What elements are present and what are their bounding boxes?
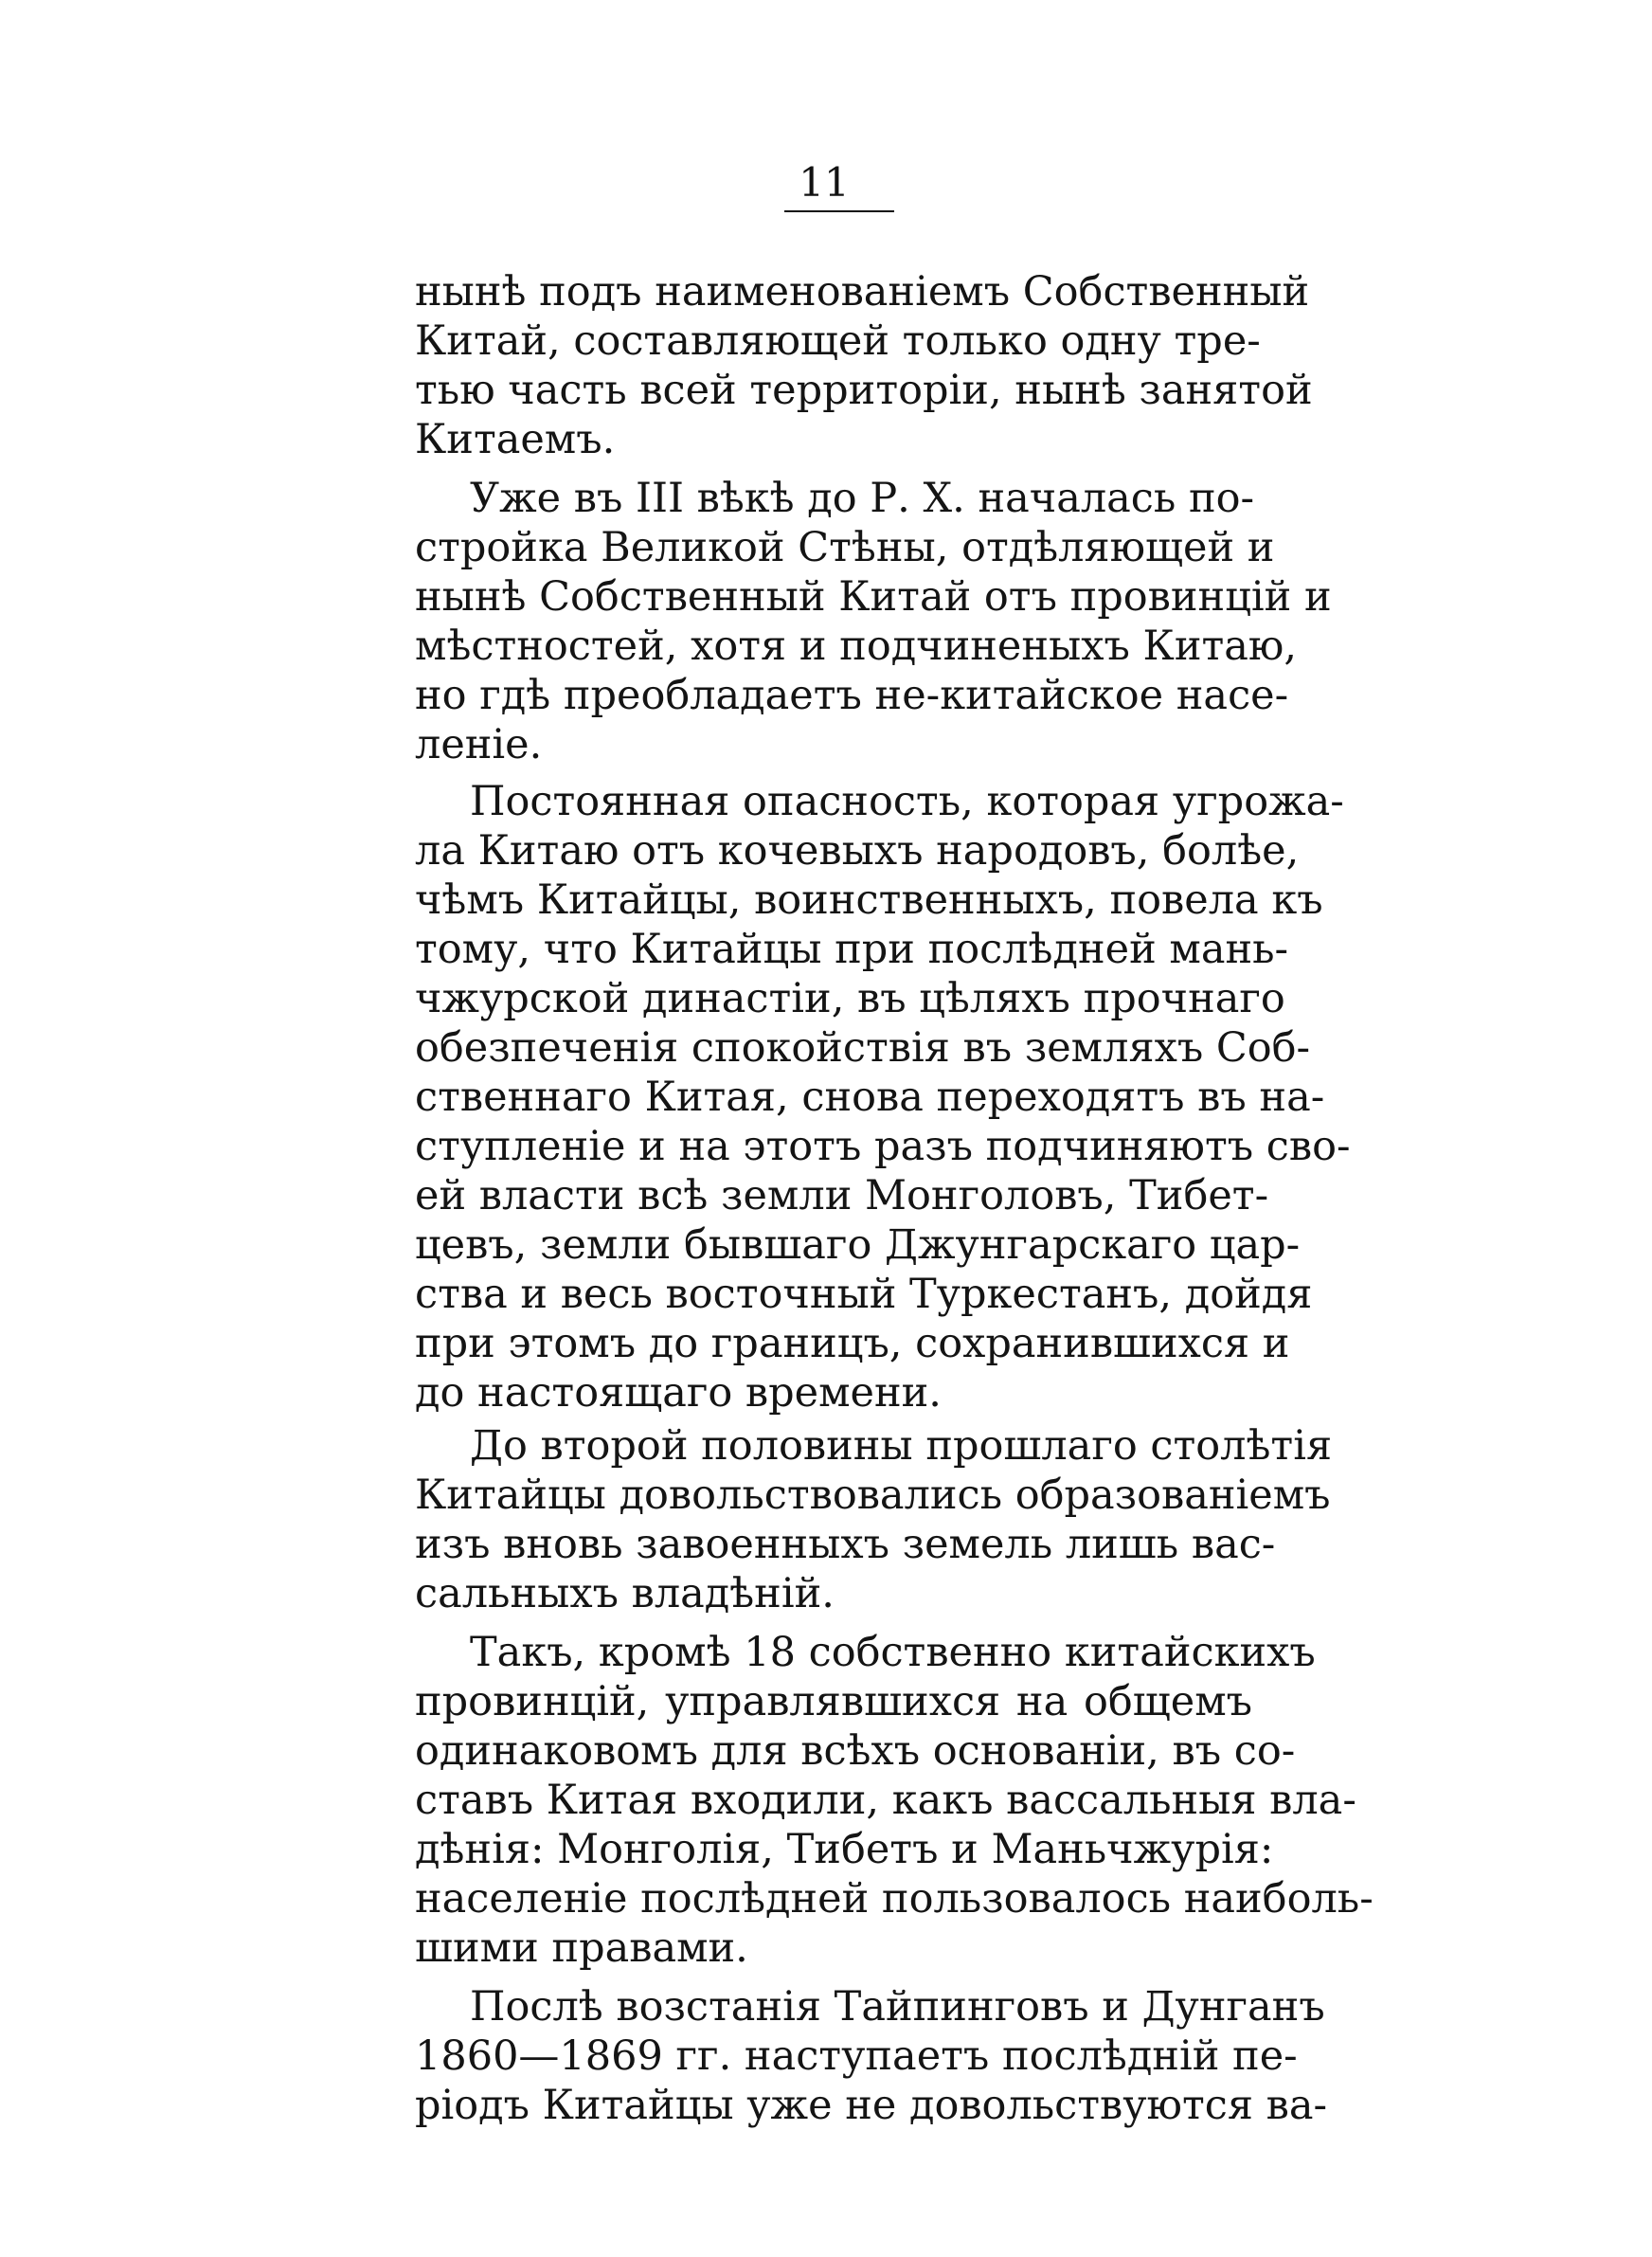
- text-line: провинцій, управлявшихся на общемъ: [415, 1678, 1252, 1725]
- text-line: ступленіе и на этотъ разъ подчиняютъ сво-: [415, 1123, 1351, 1170]
- text-line: обезпеченія спокойствія въ земляхъ Соб-: [415, 1024, 1311, 1072]
- text-line: нынѣ Собственный Китай отъ провинцій и: [415, 573, 1332, 621]
- text-line: ства и весь восточный Туркестанъ, дойдя: [415, 1271, 1313, 1318]
- text-line: ставъ Китая входили, какъ вассальныя вла-: [415, 1777, 1356, 1824]
- text-line: Постоянная опасность, которая угрожа-: [470, 778, 1344, 825]
- text-line: мѣстностей, хотя и подчиненыхъ Китаю,: [415, 623, 1298, 670]
- text-line: стройка Великой Стѣны, отдѣляющей и: [415, 524, 1275, 571]
- text-line: одинаковомъ для всѣхъ основаніи, въ со-: [415, 1727, 1296, 1775]
- text-line: при этомъ до границъ, сохранившихся и: [415, 1320, 1290, 1367]
- text-line: тью часть всей территоріи, нынѣ занятой: [415, 367, 1313, 414]
- text-line: шими правами.: [415, 1924, 748, 1972]
- text-line: ріодъ Китайцы уже не довольствуются ва-: [415, 2082, 1328, 2129]
- text-line: до настоящаго времени.: [415, 1369, 942, 1417]
- text-line: цевъ, земли бывшаго Джунгарскаго цар-: [415, 1221, 1301, 1269]
- text-line: Уже въ III вѣкѣ до Р. X. началась по-: [470, 475, 1255, 522]
- text-line: сальныхъ владѣній.: [415, 1570, 835, 1617]
- text-line: населеніе послѣдней пользовалось наиболь-: [415, 1875, 1374, 1923]
- text-line: Китаемъ.: [415, 416, 616, 463]
- page-number: 11: [799, 159, 850, 206]
- text-line: чѣмъ Китайцы, воинственныхъ, повела къ: [415, 876, 1323, 924]
- text-line: леніе.: [415, 721, 543, 768]
- text-line: Китай, составляющей только одну тре-: [415, 317, 1261, 365]
- text-line: дѣнія: Монголія, Тибетъ и Маньчжурія:: [415, 1826, 1274, 1873]
- text-line: изъ вновь завоенныхъ земель лишь вас-: [415, 1521, 1276, 1568]
- text-line: Послѣ возстанія Тайпинговъ и Дунганъ: [470, 1983, 1325, 2031]
- text-line: Такъ, кромѣ 18 собственно китайскихъ: [470, 1629, 1316, 1676]
- text-line: ственнаго Китая, снова переходятъ въ на-: [415, 1074, 1325, 1121]
- text-line: Китайцы довольствовались образованіемъ: [415, 1472, 1331, 1519]
- text-line: ей власти всѣ земли Монголовъ, Тибет-: [415, 1172, 1269, 1219]
- text-line: но гдѣ преобладаетъ не-китайское насе-: [415, 672, 1289, 719]
- text-line: чжурской династіи, въ цѣляхъ прочнаго: [415, 975, 1285, 1022]
- page-number-rule: [784, 210, 894, 212]
- text-line: ла Китаю отъ кочевыхъ народовъ, болѣе,: [415, 827, 1300, 875]
- text-line: До второй половины прошлаго столѣтія: [470, 1422, 1333, 1470]
- text-line: 1860—1869 гг. наступаетъ послѣдній пе-: [415, 2032, 1298, 2080]
- text-line: нынѣ подъ наименованіемъ Собственный: [415, 268, 1310, 316]
- text-line: тому, что Китайцы при послѣдней мань-: [415, 926, 1289, 973]
